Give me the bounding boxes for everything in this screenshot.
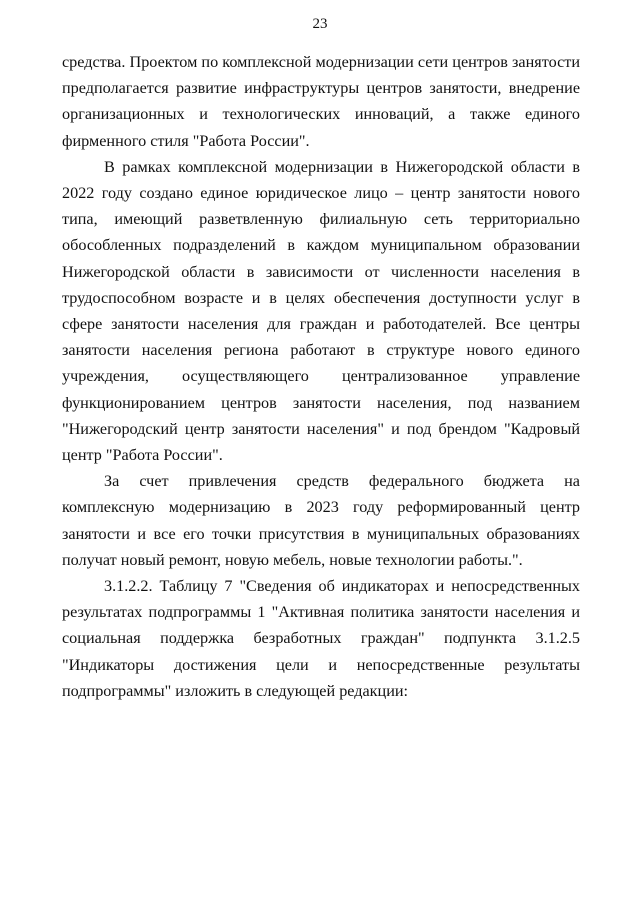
page-number: 23 bbox=[312, 16, 328, 32]
paragraph-continuation: средства. Проектом по комплексной модернизации сети центров занятости предполагается развитие инфраструктуры центров занятости, внедрение организационных и технологических инноваций, а также единого фирменного стиля "Работа России". bbox=[62, 53, 580, 150]
document-body bbox=[62, 49, 580, 704]
paragraph-modernization-nizhny-novgorod: В рамках комплексной модернизации в Нижегородской области в 2022 году создано единое юридическое лицо – центр занятости нового типа, имеющий разветвленную филиальную сеть территориально обособленных подразделений в каждом муниципальном образовании Нижегородской области в зависимости от численности населения в трудоспособном возрасте и в целях обеспечения доступности услуг в сфере занятости населения для граждан и работодателей. Все центры занятости населения региона работают в структуре нового единого учреждения, осуществляющего централизованное управление функционированием центров занятости населения, под названием "Нижегородский центр занятости населения" и под брендом "Кадровый центр "Работа России". bbox=[62, 157, 580, 465]
paragraph-federal-budget: За счет привлечения средств федерального бюджета на комплексную модернизацию в 2023 году реформированный центр занятости и все его точки присутствия в муниципальных образованиях получат новый ремонт, новую мебель, новые технологии работы.". bbox=[62, 472, 580, 569]
paragraph-table-7-amendment: 3.1.2.2. Таблицу 7 "Сведения об индикаторах и непосредственных результатах подпрограммы 1 "Активная политика занятости населения и социальная поддержка безработных граждан" подпункта 3.1.2.5 "Индикаторы достижения цели и непосредственные результаты подпрограммы" изложить в следующей редакции: bbox=[62, 577, 580, 700]
